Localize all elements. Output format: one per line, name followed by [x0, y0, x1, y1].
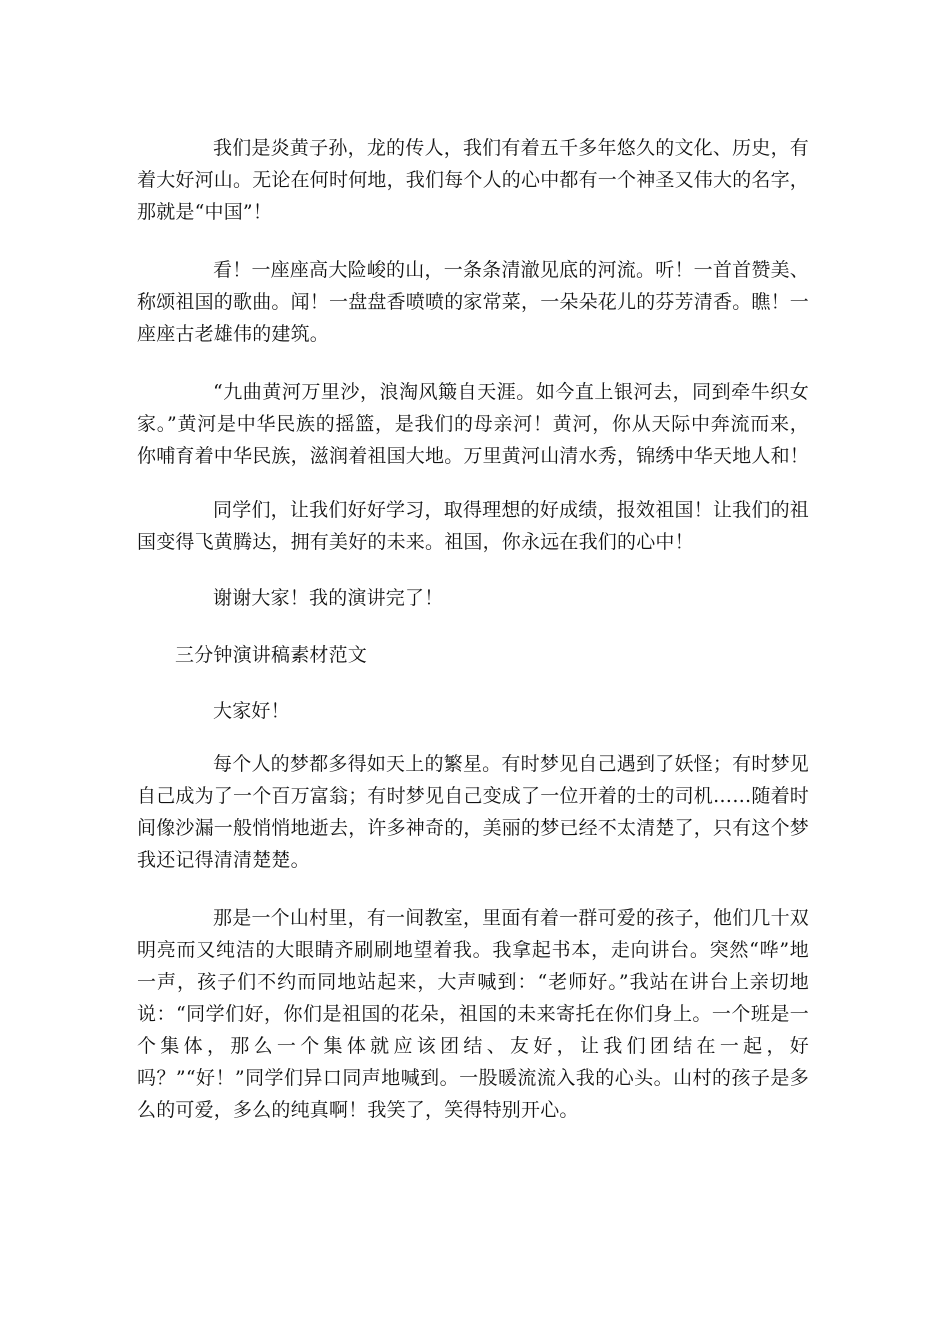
paragraph-mountain-classroom: 那是一个山村里，有一间教室，里面有着一群可爱的孩子，他们几十双明亮而又纯洁的大眼睛齐刷刷地望着我。我拿起书本，走向讲台。突然“哗”地一声，孩子们不约而同地站起来，大声喊到：“老师好。”我站在讲台上亲切地说：“同学们好，你们是祖国的花朵，祖国的未来寄托在你们身上。一个班是一个集体，那么一个集体就应该团结、友好，让我们团结在一起，好吗？”“好！”同学们异口同声地喊到。一股暖流流入我的心头。山村的孩子是多么的可爱，多么的纯真啊！我笑了，笑得特别开心。	[137, 907, 809, 1121]
paragraph-thanks: 谢谢大家！我的演讲完了！	[213, 587, 444, 609]
section-title: 三分钟演讲稿素材范文	[175, 644, 368, 666]
paragraph-greeting: 大家好！	[213, 700, 290, 722]
paragraph-yellow-river: “九曲黄河万里沙，浪淘风簸自天涯。如今直上银河去，同到牵牛织女家。”黄河是中华民族的摇篮，是我们的母亲河！黄河，你从天际中奔流而来，你哺育着中华民族，滋润着祖国大地。万里黄河山清水秀，锦绣中华天地人和！	[137, 381, 810, 467]
paragraph-look-listen-smell: 看！一座座高大险峻的山，一条条清澈见底的河流。听！一首首赞美、称颂祖国的歌曲。闻！一盘盘香喷喷的家常菜，一朵朵花儿的芬芳清香。瞧！一座座古老雄伟的建筑。	[137, 259, 810, 345]
paragraph-dreams: 每个人的梦都多得如天上的繁星。有时梦见自己遇到了妖怪；有时梦见自己成为了一个百万富翁；有时梦见自己变成了一位开着的士的司机……随着时间像沙漏一般悄悄地逝去，许多神奇的，美丽的梦已经不太清楚了，只有这个梦我还记得清清楚楚。	[137, 753, 810, 871]
paragraph-study-hard: 同学们，让我们好好学习，取得理想的好成绩，报效祖国！让我们的祖国变得飞黄腾达，拥有美好的未来。祖国，你永远在我们的心中！	[137, 499, 809, 553]
paragraph-descendants-of-dragon: 我们是炎黄子孙，龙的传人，我们有着五千多年悠久的文化、历史，有着大好河山。无论在何时何地，我们每个人的心中都有一个神圣又伟大的名字，那就是“中国”！	[137, 137, 810, 223]
